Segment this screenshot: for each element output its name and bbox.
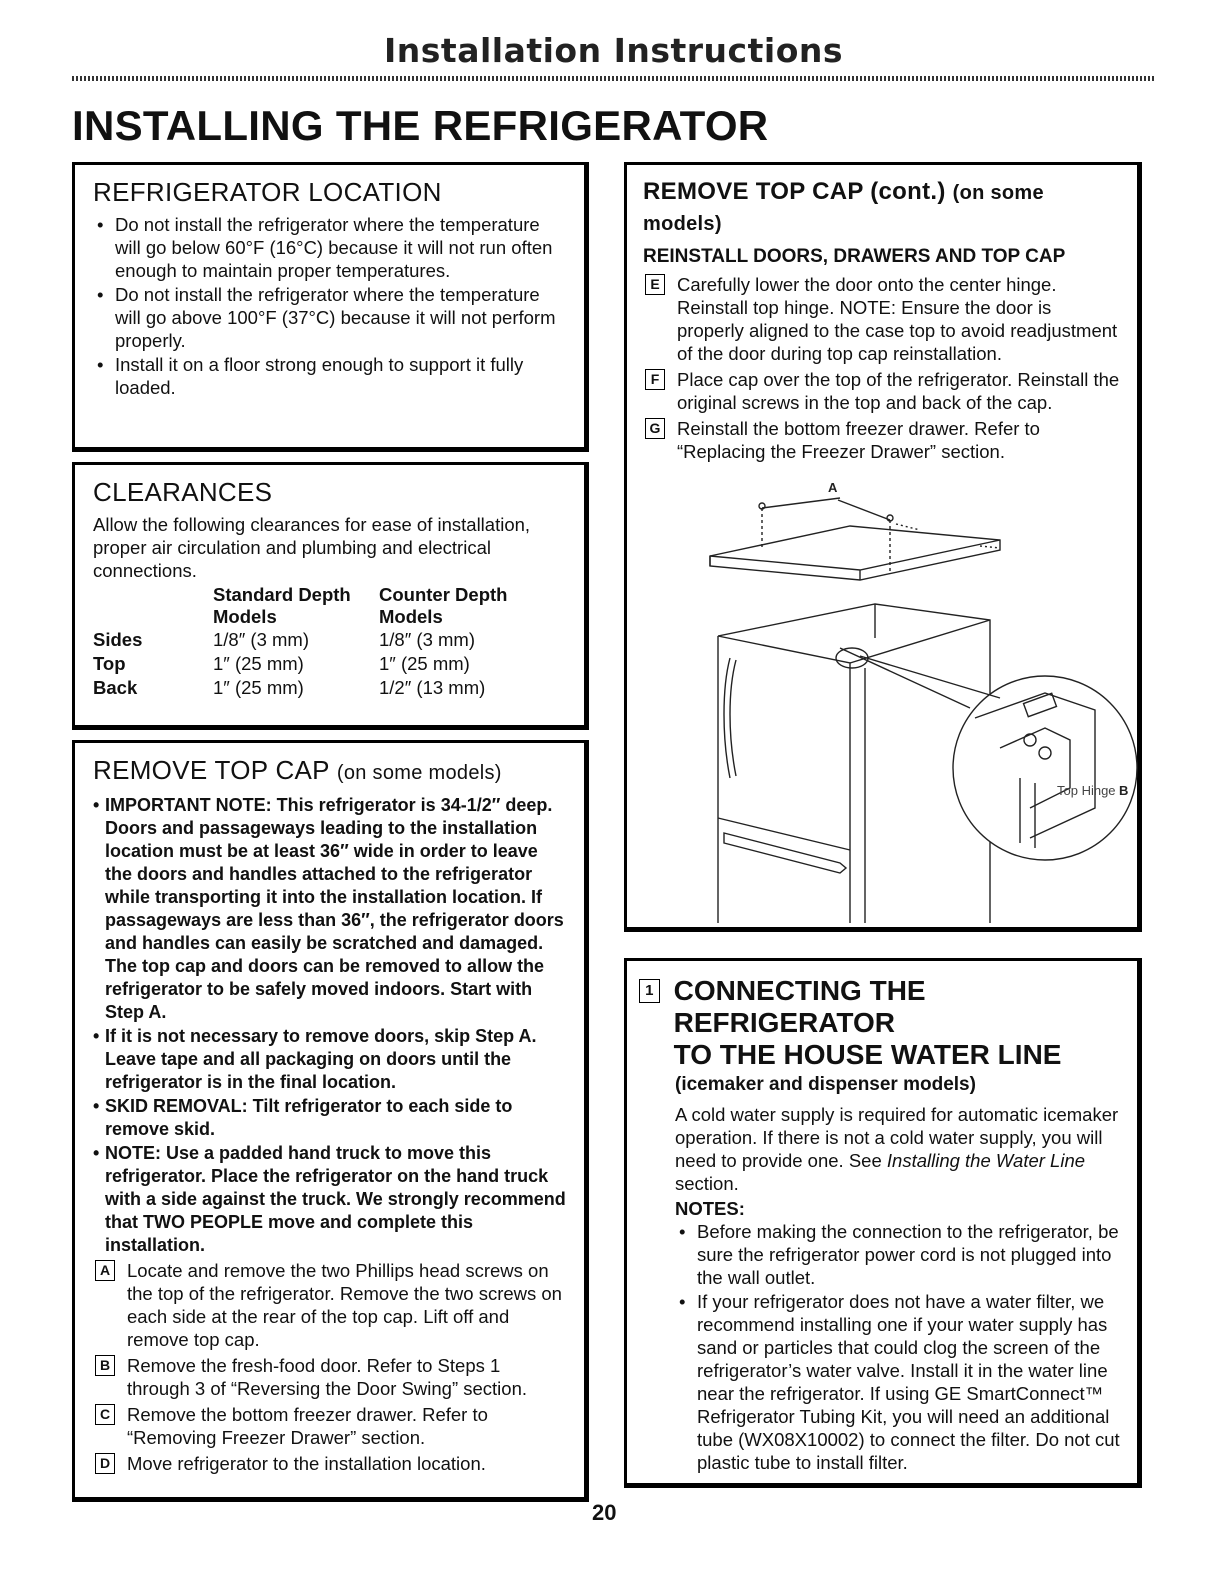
page-title: INSTALLING THE REFRIGERATOR: [72, 102, 769, 149]
notes-label: NOTES:: [675, 1198, 745, 1219]
title-suffix: (on some models): [336, 762, 502, 784]
note-item: • Before making the connection to the refrigerator, be sure the refrigerator power cord is not plugged into the wall outlet.: [675, 1220, 1121, 1289]
reinstall-subtitle: REINSTALL DOORS, DRAWERS AND TOP CAP: [643, 246, 1066, 267]
title-cont: (cont.): [870, 178, 946, 205]
step-item: [93, 1403, 568, 1449]
step-text: Locate and remove the two Phillips head screws on the top of the refrigerator. Remove the two screws on each side at the rear of the top cap. Lift off and remove top cap.: [127, 1260, 562, 1350]
title-text: REMOVE TOP CAP: [643, 178, 864, 205]
cell-standard: 1/8″ (3 mm): [213, 629, 309, 650]
clearances-intro: Allow the following clearances for ease of installation, proper air circulation and plumbing and electrical connections.: [93, 514, 531, 581]
clearances-section: [72, 462, 589, 730]
location-title: REFRIGERATOR LOCATION: [93, 177, 442, 207]
note-bullet: • SKID REMOVAL: Tilt refrigerator to each side to remove skid.: [93, 1095, 568, 1141]
steps-list: [93, 1259, 568, 1475]
cell-standard: 1″ (25 mm): [213, 653, 304, 674]
cell-standard: 1″ (25 mm): [213, 677, 304, 698]
step-text: Remove the fresh-food door. Refer to Steps 1 through 3 of “Reversing the Door Swing” section.: [127, 1355, 528, 1399]
table-row: [93, 628, 568, 652]
intro-end: section.: [675, 1173, 739, 1194]
cell-counter: 1/2″ (13 mm): [379, 677, 486, 698]
step-text: Move refrigerator to the installation location.: [127, 1453, 486, 1474]
table-row: [93, 676, 568, 700]
remove-top-cap-cont-title: [643, 177, 1121, 239]
cell-counter: 1″ (25 mm): [379, 653, 470, 674]
step-letter: A: [95, 1260, 115, 1281]
step-number: 1: [639, 979, 660, 1003]
note-bullet: • IMPORTANT NOTE: This refrigerator is 34-1/2″ deep. Doors and passageways leading to the installation location must be at least 36″ wide in order to leave the doors and handles attached to the refrigerator while transporting it into the installation location. If passageways are less than 36″, the refrigerator doors and handles can easily be scratched and damaged. The top cap and doors can be removed to allow the refrigerator to be safely moved indoors. Start with Step A.: [93, 794, 568, 1024]
note-item: • If your refrigerator does not have a water filter, we recommend installing one if your water supply has sand or particles that could clog the screen of the refrigerator’s water valve. Install it in the water line near the refrigerator. If using GE SmartConnect™ Refrigerator Tubing Kit, you will need an additional tube (WX08X10002) to connect the filter. Do not cut plastic tube to install filter.: [675, 1290, 1121, 1474]
standard-depth-header: Standard Depth Models: [213, 584, 351, 627]
step-item: [93, 1452, 568, 1475]
remove-top-cap-section: [72, 740, 589, 1502]
step-text: Reinstall the bottom freezer drawer. Refer to “Replacing the Freezer Drawer” section.: [677, 418, 1040, 462]
title-suffix: (on some models): [643, 182, 1044, 235]
figure-label-a: A: [828, 480, 838, 495]
page-header: [72, 28, 1155, 74]
step-item: [93, 1259, 568, 1351]
intro-text: A cold water supply is required for automatic icemaker operation. If there is not a cold water supply, you will need to provide one. See: [675, 1104, 1119, 1171]
intro-italic: Installing the Water Line: [886, 1150, 1086, 1171]
step-item: [643, 273, 1121, 365]
steps-list: [643, 273, 1121, 463]
location-bullet: • Do not install the refrigerator where the temperature will go above 100°F (37°C) because it will not perform properly.: [93, 283, 568, 352]
header-title: Installation Instructions: [384, 31, 843, 70]
water-line-heading: [639, 975, 1121, 1071]
notes-list: [675, 1220, 1121, 1474]
note-bullet: • If it is not necessary to remove doors, skip Step A. Leave tape and all packaging on doors until the refrigerator is in the final location.: [93, 1025, 568, 1094]
refrigerator-location-section: [72, 162, 589, 452]
title-text: REMOVE TOP CAP: [93, 755, 330, 785]
step-text: Remove the bottom freezer drawer. Refer to “Removing Freezer Drawer” section.: [127, 1404, 488, 1448]
row-label: Top: [93, 653, 126, 674]
step-item: [643, 417, 1121, 463]
water-line-title-1: CONNECTING THE REFRIGERATOR: [673, 975, 926, 1038]
row-label: Back: [93, 677, 138, 698]
step-letter: D: [95, 1453, 115, 1474]
remove-top-cap-title: [93, 755, 568, 788]
figure-label-top-hinge: Top Hinge: [1057, 783, 1116, 798]
top-cap-illustration: [700, 478, 1140, 923]
step-letter: E: [645, 274, 665, 295]
cell-counter: 1/8″ (3 mm): [379, 629, 475, 650]
row-label: Sides: [93, 629, 143, 650]
step-text: Place cap over the top of the refrigerator. Reinstall the original screws in the top and back of the cap.: [677, 369, 1120, 413]
water-line-section: [624, 958, 1142, 1488]
water-line-title-2: TO THE HOUSE WATER LINE: [673, 1039, 1062, 1070]
step-item: [93, 1354, 568, 1400]
location-bullet: • Do not install the refrigerator where the temperature will go below 60°F (16°C) because it will not run often enough to maintain proper temperatures.: [93, 213, 568, 282]
counter-depth-header: Counter Depth Models: [379, 584, 508, 627]
page-number: 20: [592, 1500, 617, 1525]
table-row: [93, 652, 568, 676]
clearances-table: [93, 584, 568, 700]
header-divider: [72, 76, 1155, 81]
step-letter: C: [95, 1404, 115, 1425]
location-bullet: • Install it on a floor strong enough to support it fully loaded.: [93, 353, 568, 399]
important-notes-list: [93, 794, 568, 1257]
water-line-subtitle: (icemaker and dispenser models): [675, 1074, 976, 1095]
figure-label-b: B: [1119, 783, 1129, 798]
location-list: [93, 213, 568, 399]
step-letter: F: [645, 369, 665, 390]
water-line-intro: [675, 1103, 1121, 1195]
note-bullet: • NOTE: Use a padded hand truck to move this refrigerator. Place the refrigerator on the hand truck with a side against the truck. We strongly recommend that TWO PEOPLE move and complete this installation.: [93, 1142, 568, 1257]
step-item: [643, 368, 1121, 414]
clearances-title: CLEARANCES: [93, 477, 273, 507]
step-letter: G: [645, 418, 665, 439]
step-text: Carefully lower the door onto the center hinge. Reinstall top hinge. NOTE: Ensure the door is properly aligned to the case top to avoid readjustment of the door during top cap reinstallation.: [677, 274, 1118, 364]
step-letter: B: [95, 1355, 115, 1376]
